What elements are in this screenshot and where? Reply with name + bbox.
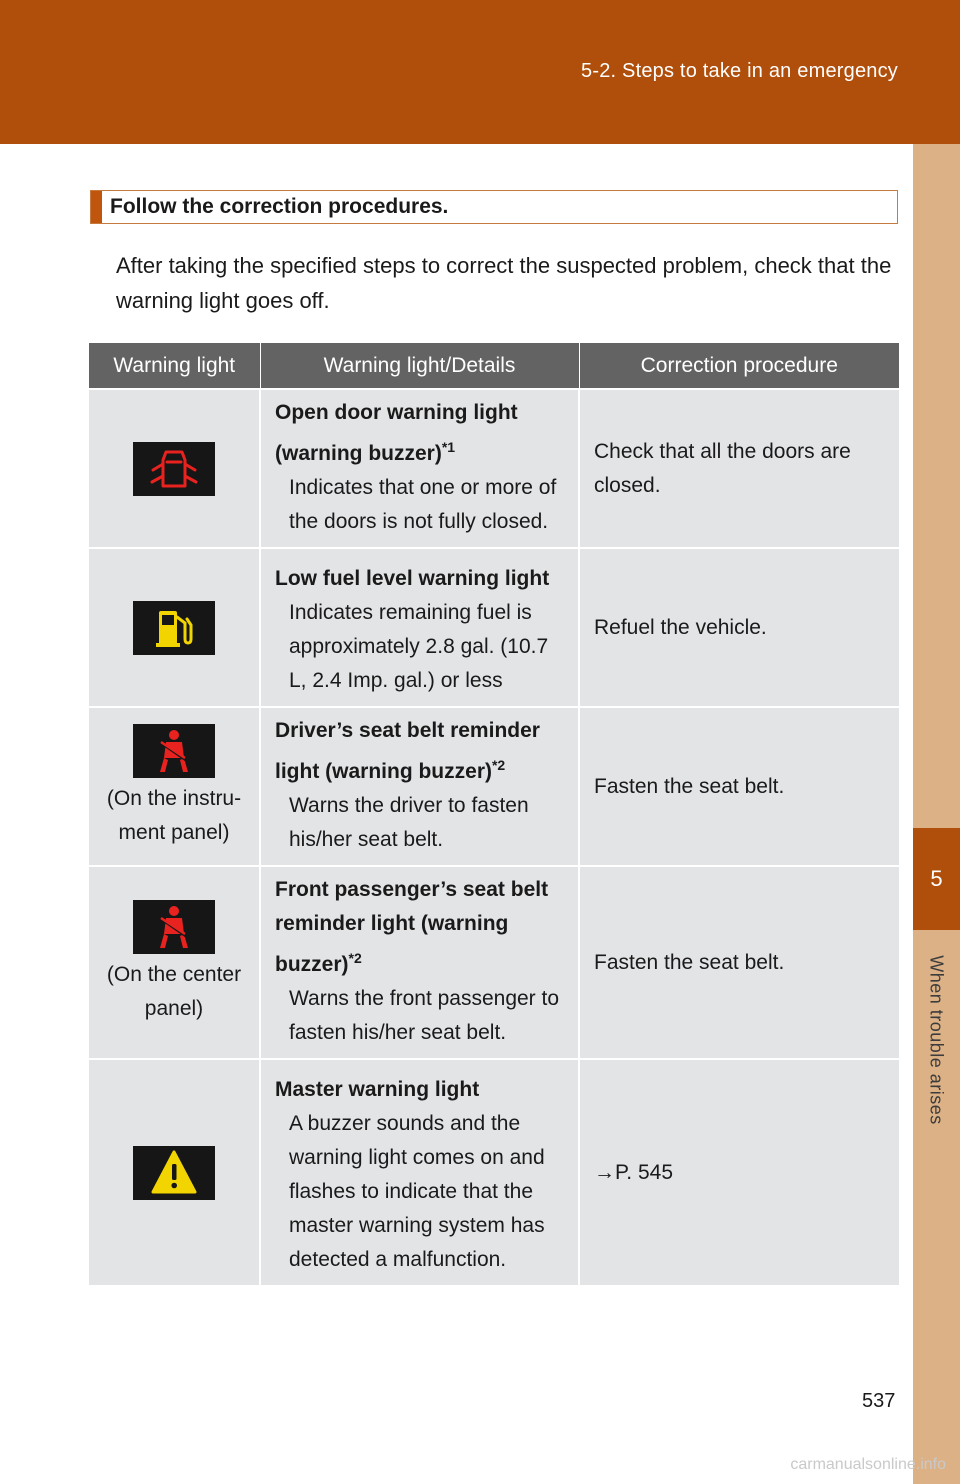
table-row bbox=[89, 707, 899, 866]
table-row bbox=[89, 866, 899, 1059]
warning-light-cell bbox=[89, 1059, 260, 1285]
warning-description: A buzzer sounds and the warning light comes on and flashes to indicate that the master warning system has detected a malfunction. bbox=[289, 1112, 545, 1271]
correction-cell: Check that all the doors are closed. bbox=[579, 389, 899, 548]
column-header-warning-light: Warning light bbox=[89, 343, 260, 389]
section-title: Follow the correction procedures. bbox=[110, 195, 449, 218]
chapter-number-tab[interactable]: 5 bbox=[913, 828, 960, 930]
warning-description: Warns the front passenger to fasten his/her seat belt. bbox=[289, 987, 560, 1044]
warning-title: Master warning light bbox=[275, 1078, 480, 1101]
warning-title: Front passenger’s seat belt reminder light (warning buzzer)$^{*2}$ bbox=[275, 878, 549, 976]
correction-cell: Refuel the vehicle. bbox=[579, 548, 899, 707]
table-header-row bbox=[89, 343, 899, 389]
details-cell bbox=[260, 866, 579, 1059]
details-cell bbox=[260, 389, 579, 548]
header-title: 5-2. Steps to take in an emergency bbox=[581, 60, 898, 82]
footnote-mark: *2 bbox=[491, 757, 506, 773]
watermark: carmanualsonline.info bbox=[790, 1456, 946, 1473]
table-row bbox=[89, 1059, 899, 1285]
warning-light-cell bbox=[89, 389, 260, 548]
warning-light-cell bbox=[89, 866, 260, 1059]
warning-light-cell bbox=[89, 548, 260, 707]
warning-title: Open door warning light (warning buzzer)$^{*1}$ bbox=[275, 401, 518, 465]
column-header-details: Warning light/Details bbox=[260, 343, 579, 389]
warning-title: Driver’s seat belt reminder light (warning buzzer)$^{*2}$ bbox=[275, 719, 540, 783]
warning-title: Low fuel level warning light bbox=[275, 567, 550, 590]
warning-description: Indicates remaining fuel is approximately 2.8 gal. (10.7 L, 2.4 Imp. gal.) or less bbox=[289, 601, 549, 692]
table-row bbox=[89, 548, 899, 707]
column-header-correction: Correction procedure bbox=[579, 343, 899, 389]
section-heading-bar bbox=[91, 191, 102, 223]
location-caption: (On the center panel) bbox=[106, 962, 242, 1020]
details-cell bbox=[260, 707, 579, 866]
page-reference-link[interactable]: →P. 545 bbox=[579, 1059, 899, 1285]
intro-paragraph: After taking the specified steps to correct the suspected problem, check that the warning light goes off. bbox=[116, 253, 892, 313]
correction-cell: Fasten the seat belt. bbox=[579, 866, 899, 1059]
footnote-mark: *1 bbox=[441, 439, 456, 455]
side-thumb-tab bbox=[913, 144, 960, 1484]
page-header bbox=[0, 0, 960, 144]
chapter-label: When trouble arises bbox=[926, 955, 947, 1125]
location-caption: (On the instru-ment panel) bbox=[106, 786, 242, 844]
footnote-mark: *2 bbox=[348, 950, 362, 966]
section-heading bbox=[90, 190, 898, 224]
details-cell bbox=[260, 1059, 579, 1285]
warning-description: Warns the driver to fasten his/her seat belt. bbox=[289, 794, 529, 851]
seat-belt-icon bbox=[133, 724, 215, 778]
seat-belt-icon bbox=[133, 900, 215, 954]
page-number: 537 bbox=[862, 1390, 896, 1412]
warning-light-table bbox=[89, 343, 899, 1285]
warning-description: Indicates that one or more of the doors is not fully closed. bbox=[289, 476, 557, 533]
details-cell bbox=[260, 548, 579, 707]
correction-cell: Fasten the seat belt. bbox=[579, 707, 899, 866]
master-warning-icon bbox=[133, 1146, 215, 1200]
warning-light-cell bbox=[89, 707, 260, 866]
table-row bbox=[89, 389, 899, 548]
fuel-pump-icon bbox=[133, 601, 215, 655]
open-door-warning-icon bbox=[133, 442, 215, 496]
